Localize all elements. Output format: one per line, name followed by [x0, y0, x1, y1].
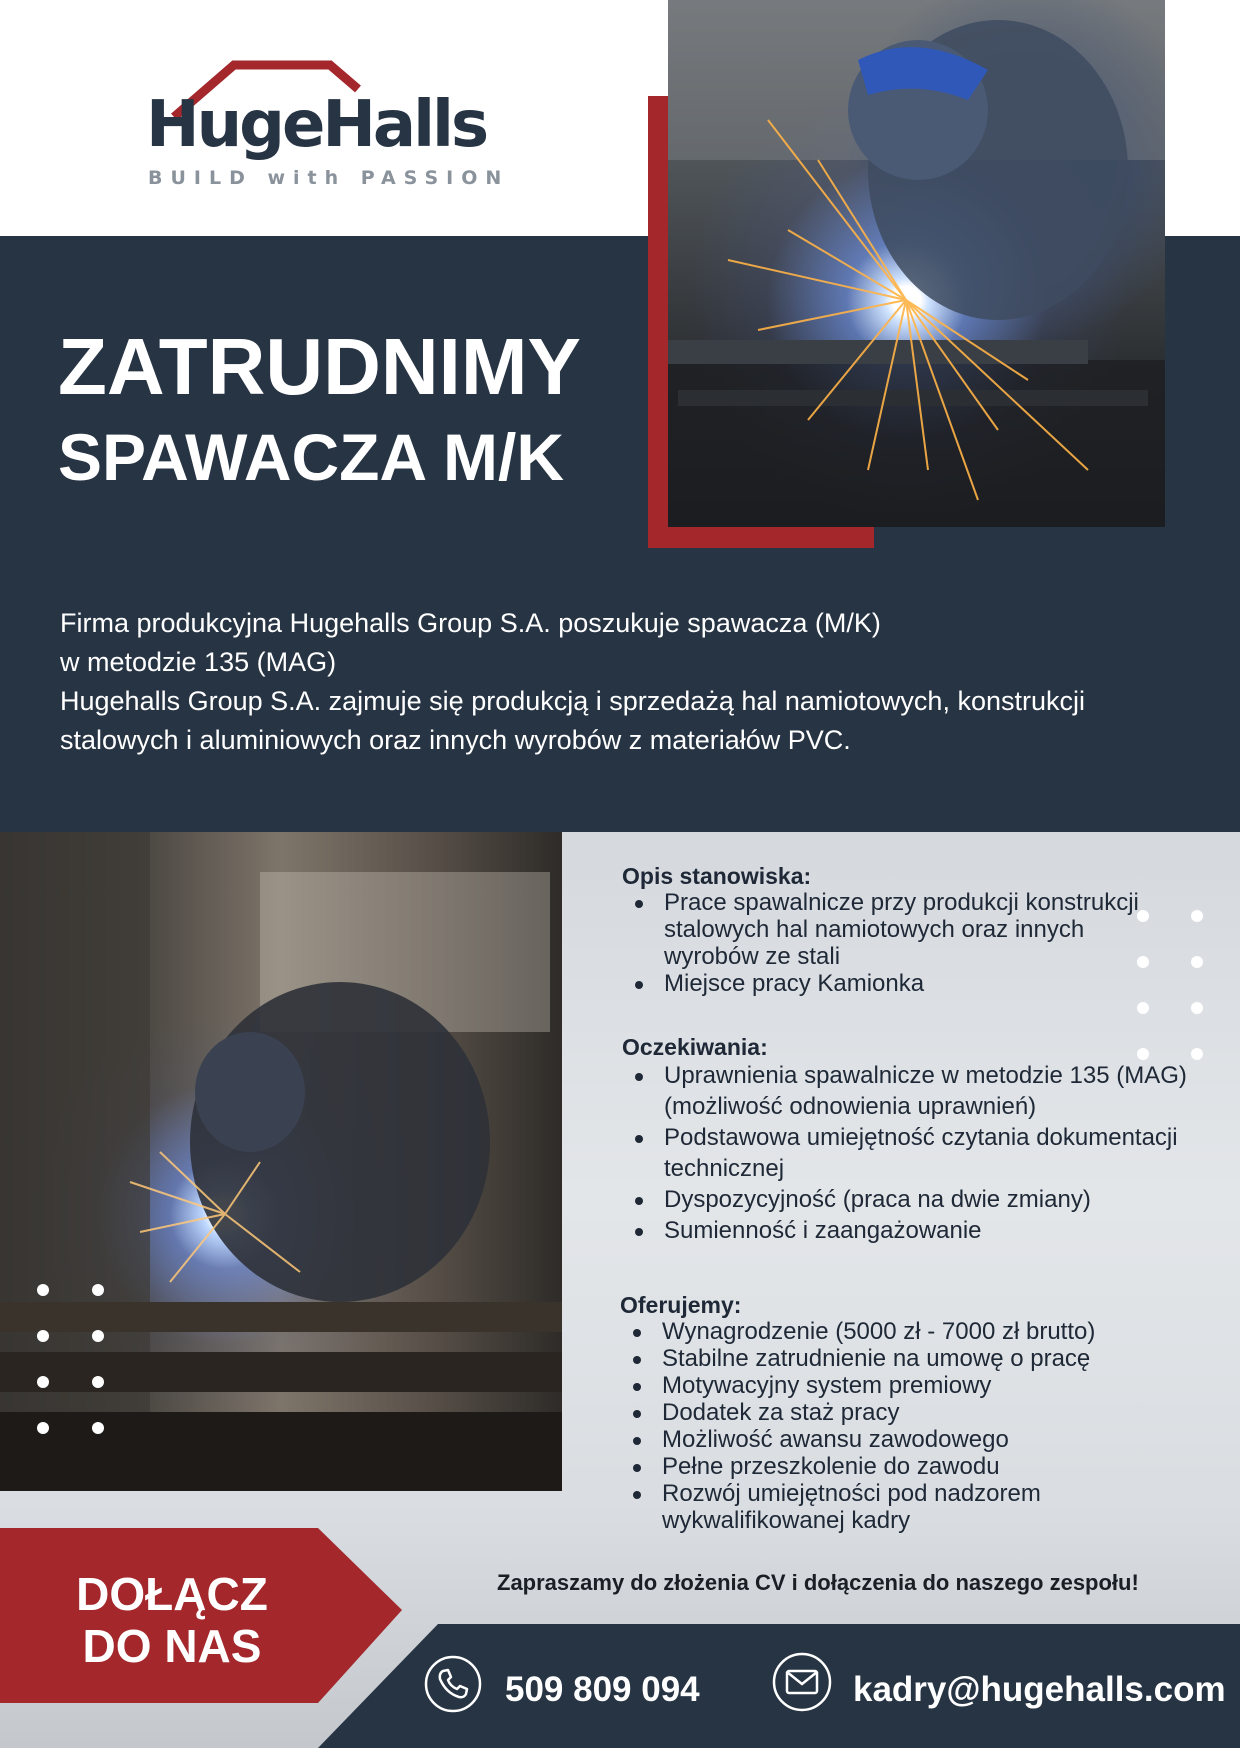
decor-dot [1137, 1048, 1149, 1060]
list-item: Miejsce pracy Kamionka [622, 970, 1182, 997]
decor-dot [37, 1284, 49, 1296]
offer-list [620, 1318, 1140, 1534]
intro-line: w metodzie 135 (MAG) [60, 647, 337, 677]
phone-number[interactable]: 509 809 094 [505, 1670, 700, 1709]
list-item: Wynagrodzenie (5000 zł - 7000 zł brutto) [620, 1318, 1140, 1345]
welder-photo-top [668, 0, 1165, 527]
list-item: Możliwość awansu zawodowego [620, 1426, 1140, 1453]
section-heading-job-description: Opis stanowiska: [622, 863, 812, 889]
requirements-list [622, 1060, 1218, 1246]
list-item: Sumienność i zaangażowanie [622, 1215, 1218, 1246]
list-item: Dyspozycyjność (praca na dwie zmiany) [622, 1184, 1218, 1215]
list-item: Stabilne zatrudnienie na umowę o pracę [620, 1345, 1140, 1372]
phone-icon[interactable] [424, 1655, 482, 1713]
section-heading-offer: Oferujemy: [620, 1292, 742, 1318]
decor-dot [1191, 910, 1203, 922]
decor-dot [92, 1330, 104, 1342]
decor-dot [1137, 1002, 1149, 1014]
headline-position: SPAWACZA M/K [58, 420, 564, 494]
workshop-illustration [0, 832, 562, 1491]
cta-line: DOŁĄCZ [76, 1568, 268, 1620]
intro-text [60, 604, 1190, 760]
intro-line: Hugehalls Group S.A. zajmuje się produkcją i sprzedażą hal namiotowych, konstrukcji [60, 686, 1085, 716]
list-item: Rozwój umiejętności pod nadzorem wykwalifikowanej kadry [620, 1480, 1140, 1534]
decor-dot [37, 1376, 49, 1388]
list-item: Prace spawalnicze przy produkcji konstrukcji stalowych hal namiotowych oraz innych wyrobów ze stali [622, 889, 1182, 970]
decor-dot [1191, 1048, 1203, 1060]
section-heading-requirements: Oczekiwania: [622, 1034, 768, 1060]
email-address[interactable]: kadry@hugehalls.com [853, 1670, 1226, 1709]
intro-line: Firma produkcyjna Hugehalls Group S.A. poszukuje spawacza (M/K) [60, 608, 881, 638]
company-logo [140, 55, 540, 195]
list-item: Dodatek za staż pracy [620, 1399, 1140, 1426]
job-description-list [622, 889, 1182, 997]
decor-dot [37, 1330, 49, 1342]
headline-hiring: ZATRUDNIMY [58, 322, 581, 411]
decor-dot [1191, 956, 1203, 968]
decor-dot [92, 1284, 104, 1296]
decor-dot [37, 1422, 49, 1434]
list-item: Podstawowa umiejętność czytania dokumentacji technicznej [622, 1122, 1218, 1184]
list-item: Pełne przeszkolenie do zawodu [620, 1453, 1140, 1480]
intro-line: stalowych i aluminiowych oraz innych wyrobów z materiałów PVC. [60, 725, 851, 755]
list-item: Uprawnienia spawalnicze w metodzie 135 (MAG) (możliwość odnowienia uprawnień) [622, 1060, 1218, 1122]
mail-icon[interactable] [772, 1652, 832, 1712]
welder-photo-bottom [0, 832, 562, 1491]
list-item: Motywacyjny system premiowy [620, 1372, 1140, 1399]
sparks-illustration [668, 0, 1165, 527]
invite-text: Zapraszamy do złożenia CV i dołączenia do naszego zespołu! [497, 1570, 1139, 1595]
cta-line: DO NAS [82, 1620, 262, 1672]
decor-dot [1191, 1002, 1203, 1014]
logo-tagline: BUILD with PASSION [148, 167, 510, 189]
logo-wordmark: HugeHalls [146, 88, 487, 162]
decor-dot [92, 1422, 104, 1434]
decor-dot [92, 1376, 104, 1388]
